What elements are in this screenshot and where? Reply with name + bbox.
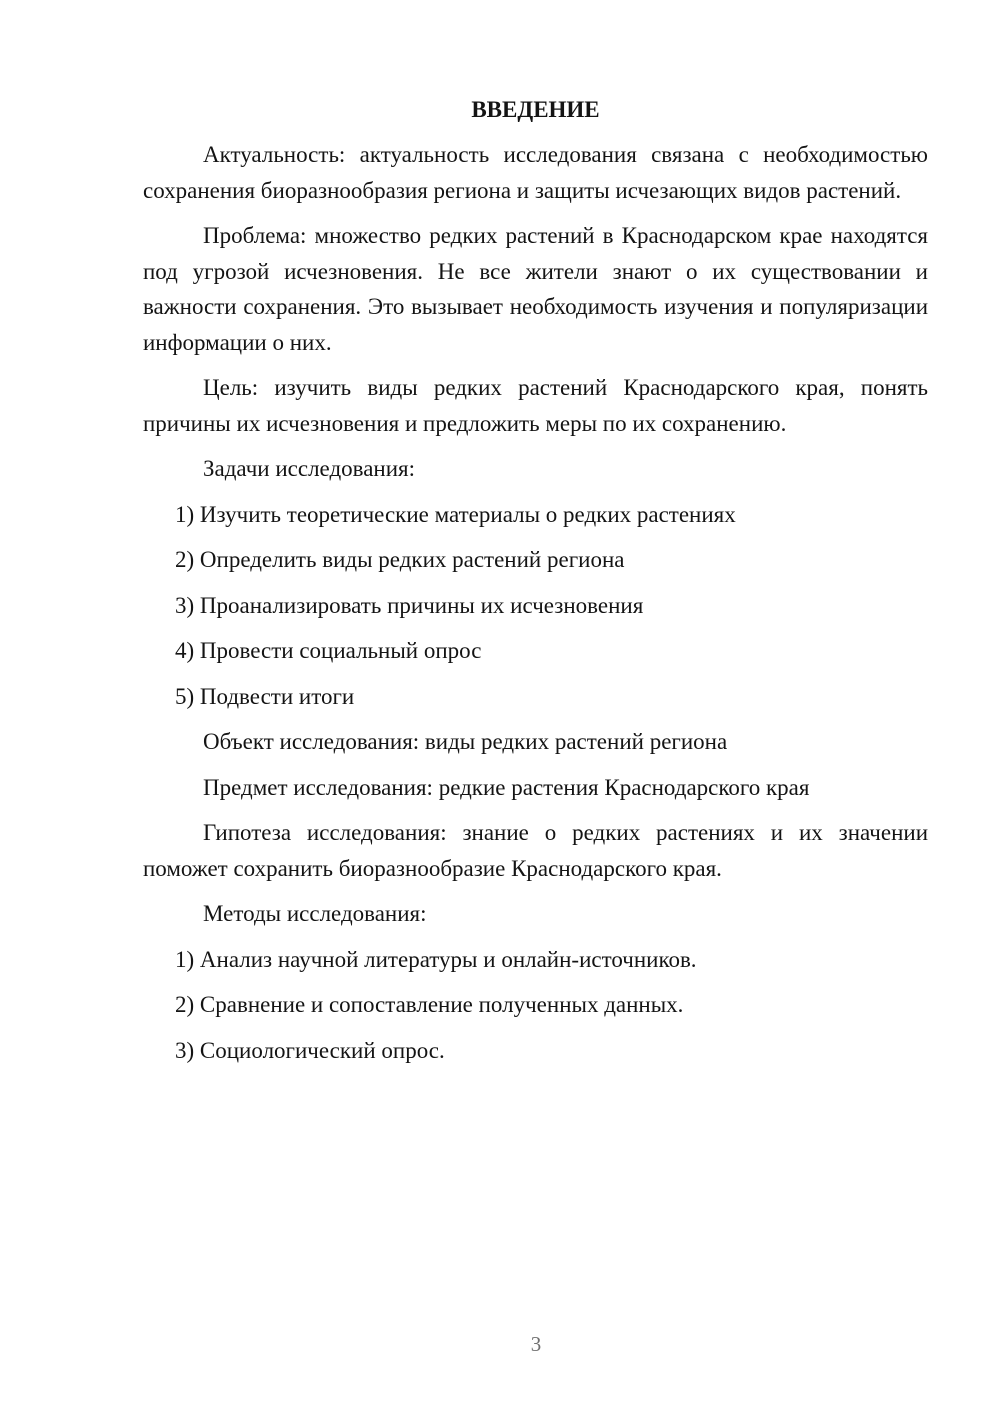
- goal-paragraph: Цель: изучить виды редких растений Краснодарского края, понять причины их исчезновения и предложить меры по их сохранению.: [143, 375, 928, 436]
- hypothesis-paragraph: Гипотеза исследования: знание о редких растениях и их значении поможет сохранить биоразнообразие Краснодарского края.: [143, 820, 928, 881]
- tasks-heading: Задачи исследования:: [203, 456, 416, 481]
- task-item-5: 5) Подвести итоги: [175, 683, 355, 709]
- subject-line: Предмет исследования: редкие растения Краснодарского края: [203, 774, 810, 800]
- method-item-3: 3) Социологический опрос.: [175, 1037, 445, 1063]
- method-item-2: 2) Сравнение и сопоставление полученных данных.: [175, 992, 684, 1017]
- object-line: Объект исследования: виды редких растений региона: [203, 729, 728, 754]
- document-body: [143, 92, 928, 1078]
- task-item-4: 4) Провести социальный опрос: [175, 638, 482, 663]
- task-item-1: 1) Изучить теоретические материалы о редких растениях: [175, 501, 736, 527]
- problem-paragraph: Проблема: множество редких растений в Краснодарском крае находятся под угрозой исчезновения. Не все жители знают о их существовании и важности сохранения. Это вызывает необходимость изучения и популяризации информации о них.: [143, 223, 928, 355]
- task-item-2: 2) Определить виды редких растений региона: [175, 547, 625, 572]
- task-item-3: 3) Проанализировать причины их исчезновения: [175, 592, 644, 618]
- methods-heading: Методы исследования:: [203, 901, 427, 926]
- section-title: ВВЕДЕНИЕ: [471, 97, 600, 122]
- method-item-1: 1) Анализ научной литературы и онлайн-источников.: [175, 946, 697, 972]
- relevance-paragraph: Актуальность: актуальность исследования связана с необходимостью сохранения биоразнообразия региона и защиты исчезающих видов растений.: [143, 142, 928, 203]
- page-number: 3: [530, 1332, 542, 1356]
